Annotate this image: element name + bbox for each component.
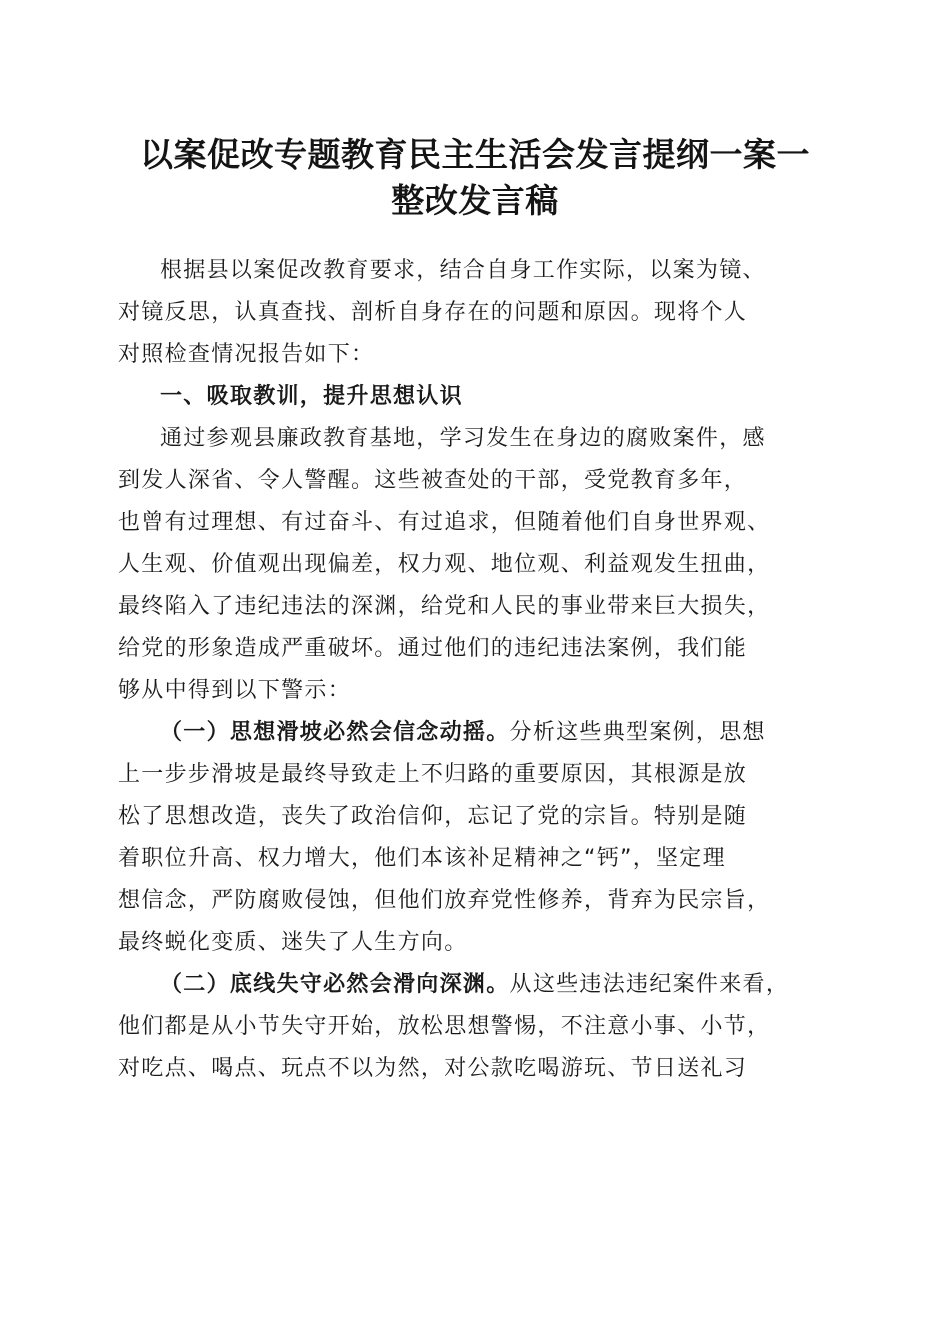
paragraph-line: 够从中得到以下警示：	[118, 678, 352, 703]
subsection-line	[118, 964, 836, 1006]
subsection-heading: （二）底线失守必然会滑向深渊。	[160, 972, 510, 997]
paragraph-line: 根据县以案促改教育要求，结合自身工作实际，以案为镜、	[160, 258, 766, 283]
paragraph-line: 最终陷入了违纪违法的深渊，给党和人民的事业带来巨大损失，	[118, 594, 771, 619]
document-body	[118, 250, 836, 1090]
paragraph-line: 松了思想改造，丧失了政治信仰，忘记了党的宗旨。特别是随	[118, 804, 748, 829]
paragraph-line: 给党的形象造成严重破坏。通过他们的违纪违法案例，我们能	[118, 636, 748, 661]
paragraph-line: 通过参观县廉政教育基地，学习发生在身边的腐败案件，感	[160, 426, 766, 451]
paragraph-line: 着职位升高、权力增大，他们本该补足精神之“钙”，坚定理	[118, 846, 726, 871]
section-heading: 一、吸取教训，提升思想认识	[160, 384, 463, 409]
paragraph-line: 对镜反思，认真查找、剖析自身存在的问题和原因。现将个人	[118, 300, 748, 325]
title-line-2: 整改发言稿	[391, 181, 559, 220]
title-line-1: 以案促改专题教育民主生活会发言提纲一案一	[140, 135, 810, 174]
paragraph-line: 上一步步滑坡是最终导致走上不归路的重要原因，其根源是放	[118, 762, 748, 787]
paragraph-line: 最终蜕化变质、迷失了人生方向。	[118, 930, 468, 955]
paragraph-line: 到发人深省、令人警醒。这些被查处的干部，受党教育多年，	[118, 468, 748, 493]
subsection-text: 分析这些典型案例，思想	[509, 720, 766, 745]
paragraph-line: 他们都是从小节失守开始，放松思想警惕，不注意小事、小节，	[118, 1014, 771, 1039]
paragraph-line: 也曾有过理想、有过奋斗、有过追求，但随着他们自身世界观、	[118, 510, 771, 535]
subsection-text: 从这些违法违纪案件来看，	[509, 972, 790, 997]
paragraph-line: 想信念，严防腐败侵蚀，但他们放弃党性修养，背弃为民宗旨，	[118, 888, 771, 913]
subsection-line	[118, 712, 836, 754]
document-title	[100, 132, 850, 224]
subsection-heading: （一）思想滑坡必然会信念动摇。	[160, 720, 510, 745]
paragraph-line: 对吃点、喝点、玩点不以为然，对公款吃喝游玩、节日送礼习	[118, 1056, 748, 1081]
paragraph-line: 人生观、价值观出现偏差，权力观、地位观、利益观发生扭曲，	[118, 552, 771, 577]
paragraph-line: 对照检查情况报告如下：	[118, 342, 375, 367]
